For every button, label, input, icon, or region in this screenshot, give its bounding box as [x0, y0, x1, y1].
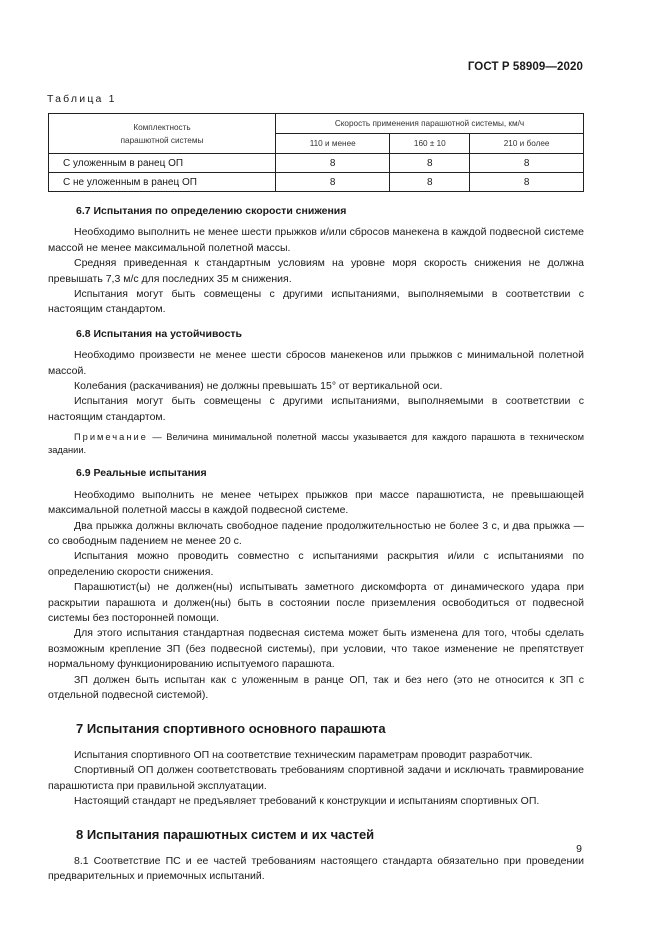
row-label: С не уложенным в ранец ОП — [49, 173, 276, 192]
paragraph: Необходимо выполнить не менее четырех прыжков при массе парашютиста, не превышающей максимальной полетной массы в каждой подвесной системе. — [48, 488, 584, 517]
table-cell: 8 — [276, 173, 390, 192]
section-6-8-title: 6.8 Испытания на устойчивость — [76, 327, 243, 340]
paragraph: ЗП должен быть испытан как с уложенным в ранце ОП, так и без него (это не относится к ЗП с отдельной подвесной системой). — [48, 673, 584, 701]
paragraph: Для этого испытания стандартная подвесная система может быть изменена для того, чтобы сделать возможным крепление ЗП (без подвесной системы), при условии, что такое изменение не препятствует нормальному функционированию испытуемого парашюта. — [48, 627, 584, 671]
paragraph: Испытания спортивного ОП на соответствие техническим параметрам проводит разработчик. — [74, 748, 533, 761]
header-completeness-text: Комплектность парашютной системы — [120, 122, 204, 145]
paragraph: Спортивный ОП должен соответствовать требованиям спортивной задачи и исключать травмирование парашютиста при правильной эксплуатации. — [48, 764, 584, 792]
paragraph: 8.1 Соответствие ПС и ее частей требованиям настоящего стандарта обязательно при проведении предварительных и приемочных испытаний. — [48, 854, 584, 883]
page-number: 9 — [576, 843, 582, 855]
paragraph: Испытания можно проводить совместно с испытаниями раскрытия и/или с испытаниями по определению скорости снижения. — [48, 550, 584, 578]
standard-designation: ГОСТ Р 58909—2020 — [467, 61, 583, 73]
header-speed: Скорость применения парашютной системы, км/ч — [276, 114, 584, 134]
paragraph: Необходимо выполнить не менее шести прыжков и/или сбросов манекена в каждой подвесной системе массой не менее максимальной полетной массы. — [48, 226, 584, 254]
table-row — [49, 154, 584, 173]
paragraph: Парашютист(ы) не должен(ны) испытывать заметного дискомфорта от динамического удара при раскрытии парашюта и должен(ны) быть в состоянии после приземления освободиться от подвесной системы без посторонней помощи. — [48, 581, 584, 624]
paragraph: Испытания могут быть совмещены с другими испытаниями, выполняемыми в соответствии с настоящим стандартом. — [48, 395, 584, 423]
table-cell: 8 — [390, 154, 470, 173]
note — [48, 431, 584, 457]
body-text — [48, 204, 584, 885]
table-cell: 8 — [390, 173, 470, 192]
section-6-7-title: 6.7 Испытания по определению скорости снижения — [76, 205, 347, 217]
table-row — [49, 173, 584, 192]
paragraph: Колебания (раскачивания) не должны превышать 15° от вертикальной оси. — [74, 380, 443, 393]
table-cell: 8 — [276, 154, 390, 173]
table-caption: Таблица 1 — [47, 93, 117, 105]
section-7-title: 7 Испытания спортивного основного парашюта — [76, 721, 386, 737]
section-6-9-title: 6.9 Реальные испытания — [76, 467, 207, 480]
paragraph: Настоящий стандарт не предъявляет требований к конструкции и испытаниям спортивных ОП. — [74, 795, 540, 807]
row-label: С уложенным в ранец ОП — [49, 154, 276, 173]
paragraph: Два прыжка должны включать свободное падение продолжительностью не более 3 с, и два прыжка — со свободным падением не менее 20 с. — [48, 519, 584, 547]
header-speed-2: 160 ± 10 — [390, 134, 470, 154]
table-cell: 8 — [470, 173, 584, 192]
table-header-row — [49, 114, 584, 134]
table-cell: 8 — [470, 154, 584, 173]
paragraph: Необходимо произвести не менее шести сбросов манекенов или прыжков с минимальной полетной массой. — [48, 349, 584, 377]
note-text: — Величина минимальной полетной массы указывается для каждого парашюта в техническом задании. — [48, 432, 584, 456]
header-speed-3: 210 и более — [470, 134, 584, 154]
section-8-title: 8 Испытания парашютных систем и их частей — [76, 827, 375, 843]
note-label: Примечание — [74, 432, 148, 443]
header-speed-1: 110 и менее — [276, 134, 390, 154]
paragraph: Средняя приведенная к стандартным условиям на уровне моря скорость снижения не должна превышать 7,3 м/с для последних 35 м снижения. — [48, 257, 584, 285]
paragraph: Испытания могут быть совмещены с другими испытаниями, выполняемыми в соответствии с настоящим стандартом. — [48, 288, 584, 316]
header-completeness — [49, 114, 276, 154]
data-table — [48, 113, 584, 192]
